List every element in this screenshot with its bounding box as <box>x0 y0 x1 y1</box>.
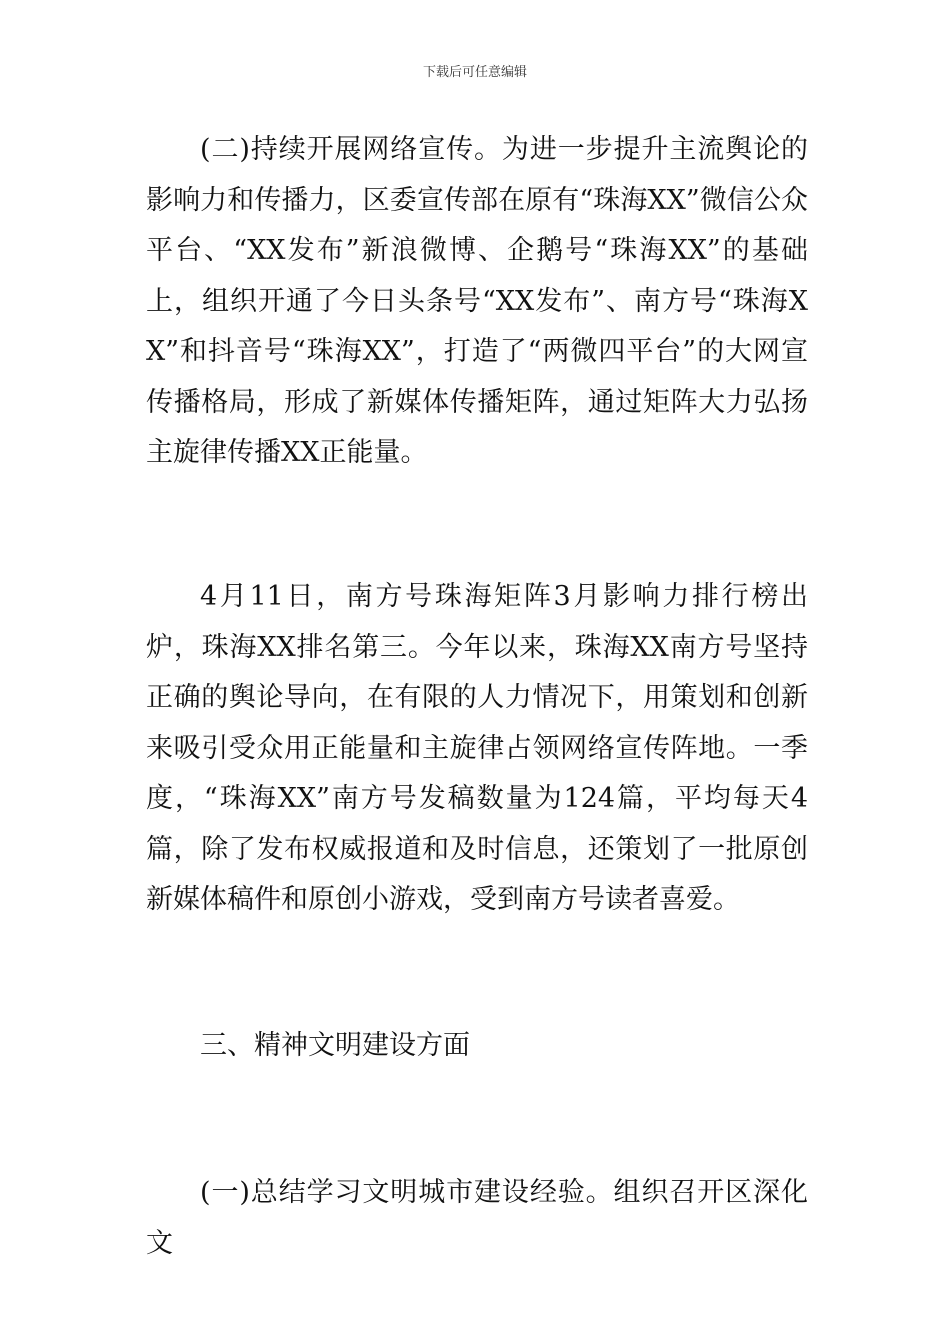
paragraph-nanfang-ranking: 4月11日，南方号珠海矩阵3月影响力排行榜出炉，珠海XX排名第三。今年以来，珠海XX南方号坚持正确的舆论导向，在有限的人力情况下，用策划和创新来吸引受众用正能量和主旋律占领网络宣传阵地。一季度，“珠海XX”南方号发稿数量为124篇，平均每天4篇，除了发布权威报道和及时信息，还策划了一批原创新媒体稿件和原创小游戏，受到南方号读者喜爱。 <box>146 581 808 915</box>
section-heading-spiritual-civilization: 三、精神文明建设方面 <box>200 1030 470 1061</box>
paragraph-civilized-city: (一)总结学习文明城市建设经验。组织召开区深化文 <box>146 1177 808 1259</box>
paragraph-online-publicity: (二)持续开展网络宣传。为进一步提升主流舆论的影响力和传播力，区委宣传部在原有“珠海XX”微信公众平台、“XX发布”新浪微博、企鹅号“珠海XX”的基础上，组织开通了今日头条号“XX发布”、南方号“珠海XX”和抖音号“珠海XX”，打造了“两微四平台”的大网宣传播格局，形成了新媒体传播矩阵，通过矩阵大力弘扬主旋律传播XX正能量。 <box>146 134 808 468</box>
page-header: 下载后可任意编辑 <box>422 65 527 80</box>
